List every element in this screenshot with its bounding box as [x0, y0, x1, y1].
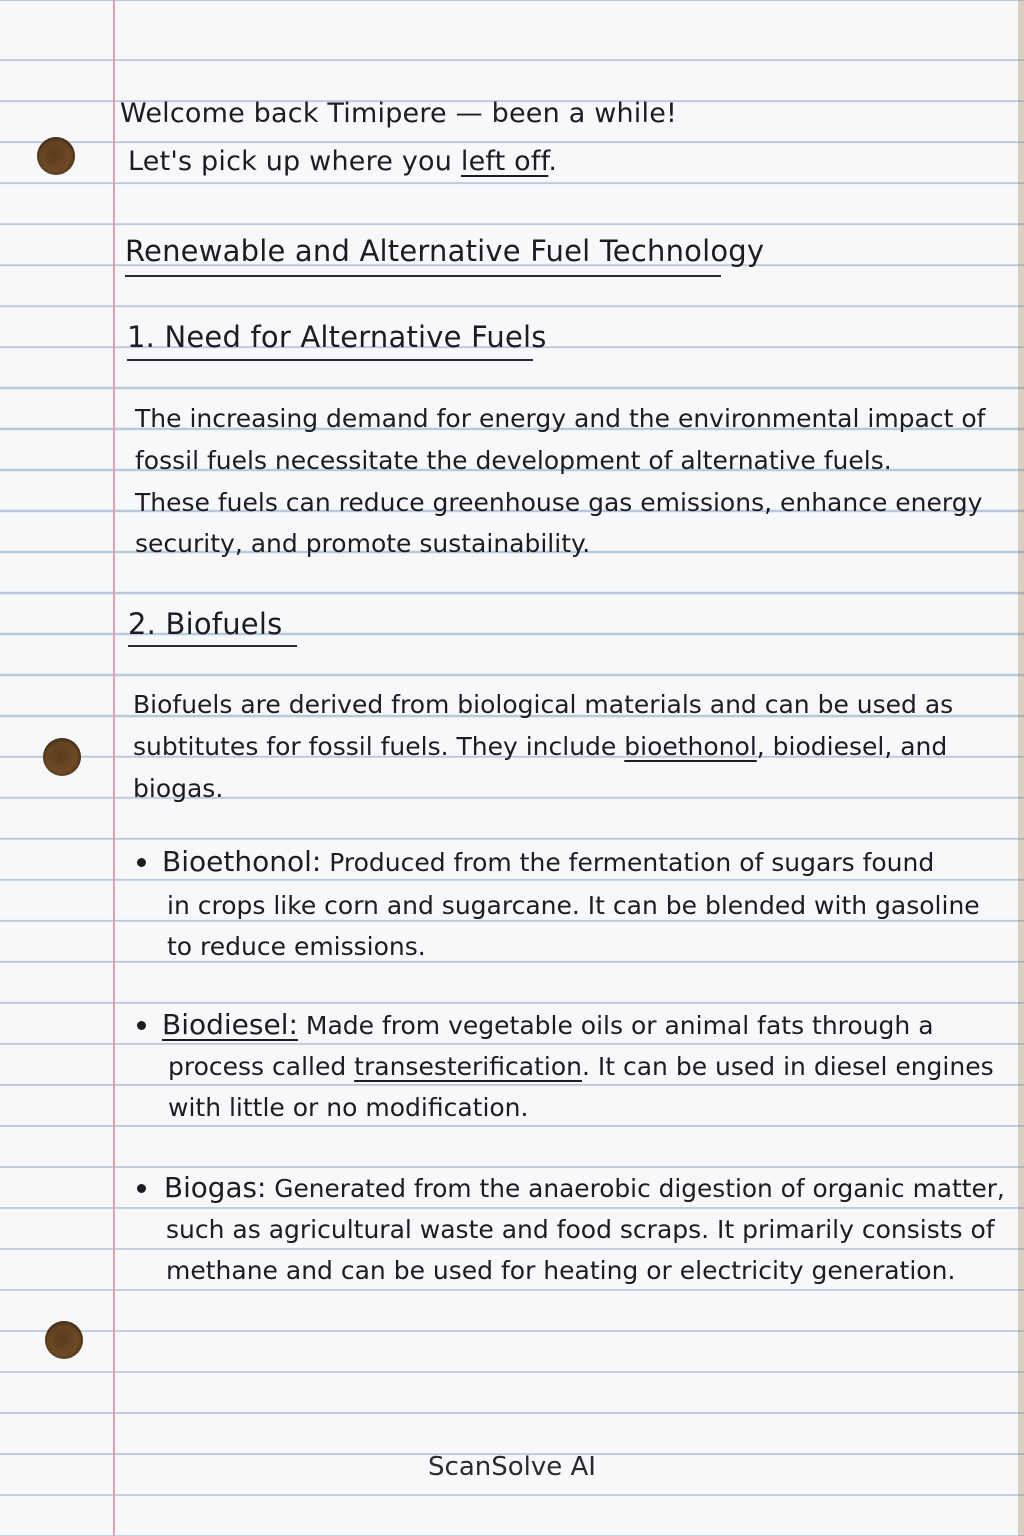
title-underline	[125, 275, 721, 277]
section-2-heading: 2. Biofuels	[128, 607, 283, 641]
bullet-dot	[137, 1184, 146, 1193]
biofuels-intro-line: Biofuels are derived from biological materials and can be used as	[133, 690, 954, 719]
bullet-biodiesel-line-2	[168, 1052, 994, 1081]
bioethonol-underlined: bioethonol	[624, 732, 757, 761]
bullet-biogas-line-1	[164, 1171, 1005, 1204]
bullet-biogas-line-3: methane and can be used for heating or electricity generation.	[166, 1256, 956, 1285]
intro-text: , biodiesel, and	[756, 732, 948, 761]
transesterification-underlined: transesterification	[354, 1052, 582, 1081]
bullet-text: Generated from the anaerobic digestion of organic matter,	[266, 1174, 1005, 1203]
bullet-bioethonol-line-3: to reduce emissions.	[167, 932, 426, 961]
section-1-line: These fuels can reduce greenhouse gas emissions, enhance energy	[135, 488, 983, 517]
section-1-line: The increasing demand for energy and the environmental impact of	[135, 404, 986, 433]
bullet-biodiesel-line-1	[162, 1008, 934, 1041]
bullet-dot	[137, 1021, 146, 1030]
page-title: Renewable and Alternative Fuel Technology	[125, 234, 765, 268]
bullet-dot	[137, 858, 146, 867]
biofuels-intro-line: biogas.	[133, 774, 224, 803]
bullet-text: . It can be used in diesel engines	[581, 1052, 994, 1081]
bullet-term: Biodiesel:	[162, 1008, 298, 1041]
greeting-line-1: Welcome back Timipere — been a while!	[120, 98, 678, 129]
margin-line	[113, 0, 115, 1536]
section-1-underline	[127, 359, 533, 361]
punch-hole	[37, 137, 75, 175]
bullet-text: Produced from the fermentation of sugars found	[321, 848, 935, 877]
bullet-text: Made from vegetable oils or animal fats through a	[297, 1011, 934, 1040]
punch-hole	[45, 1321, 83, 1359]
section-1-line: fossil fuels necessitate the development of alternative fuels.	[135, 446, 892, 475]
section-2-underline	[128, 645, 297, 647]
greeting-period: .	[548, 146, 558, 177]
bullet-biogas-line-2: such as agricultural waste and food scraps. It primarily consists of	[166, 1215, 995, 1244]
intro-text: subtitutes for fossil fuels. They include	[133, 732, 625, 761]
greeting-text: Let's pick up where you	[128, 146, 461, 177]
left-off-link: left off	[460, 146, 549, 177]
biofuels-intro-line	[133, 732, 947, 761]
section-1-line: security, and promote sustainability.	[135, 529, 591, 558]
bullet-bioethonol-line-1	[162, 845, 934, 878]
bullet-bioethonol-line-2: in crops like corn and sugarcane. It can be blended with gasoline	[167, 891, 980, 920]
section-1-heading: 1. Need for Alternative Fuels	[127, 320, 547, 354]
bullet-term: Biogas:	[164, 1171, 267, 1204]
bullet-term: Bioethonol:	[162, 845, 322, 878]
bullet-text: process called	[168, 1052, 355, 1081]
footer-brand: ScanSolve AI	[428, 1452, 596, 1482]
punch-hole	[43, 738, 81, 776]
bullet-biodiesel-line-3: with little or no modification.	[168, 1093, 529, 1122]
greeting-line-2	[128, 146, 557, 177]
